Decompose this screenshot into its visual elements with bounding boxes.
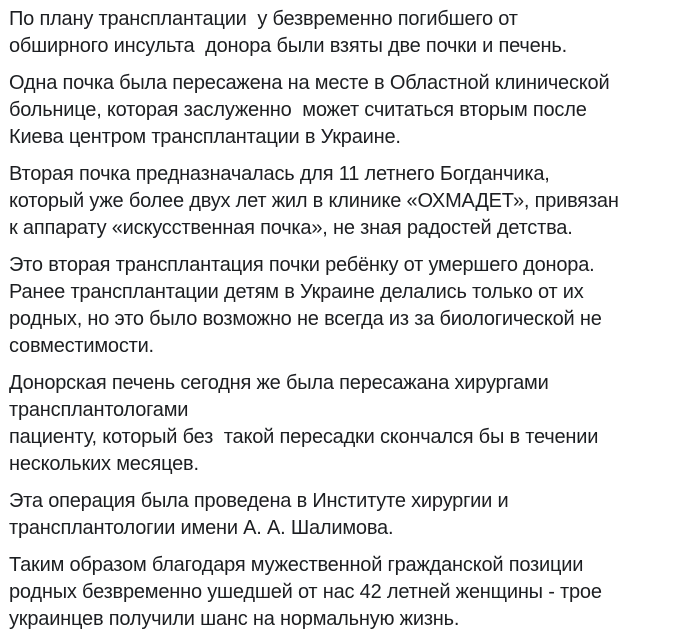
- text-line: больнице, которая заслуженно может считаться вторым после: [9, 99, 587, 121]
- text-line: Киева центром трансплантации в Украине.: [9, 126, 401, 148]
- paragraph: [9, 252, 674, 360]
- text-line: родных безвременно ушедшей от нас 42 летней женщины - трое: [9, 581, 602, 603]
- text-line: родных, но это было возможно не всегда из за биологической не: [9, 308, 602, 330]
- text-line: Донорская печень сегодня же была пересажана хирургами: [9, 372, 549, 394]
- paragraph: [9, 70, 674, 151]
- text-line: Вторая почка предназначалась для 11 летнего Богданчика,: [9, 163, 550, 185]
- text-line: Одна почка была пересажена на месте в Областной клинической: [9, 72, 610, 94]
- text-line: По плану трансплантации у безвременно погибшего от: [9, 8, 518, 30]
- text-line: украинцев получили шанс на нормальную жизнь.: [9, 608, 460, 630]
- text-line: который уже более двух лет жил в клинике «ОХМАДЕТ», привязан: [9, 190, 619, 212]
- text-line: Эта операция была проведена в Институте хирургии и: [9, 490, 509, 512]
- text-line: Это вторая трансплантация почки ребёнку от умершего донора.: [9, 254, 595, 276]
- text-line: трансплантологии имени А. А. Шалимова.: [9, 517, 394, 539]
- paragraph: [9, 488, 674, 542]
- paragraph: [9, 552, 674, 633]
- text-line: обширного инсульта донора были взяты две почки и печень.: [9, 35, 567, 57]
- paragraph: [9, 370, 674, 478]
- text-line: нескольких месяцев.: [9, 453, 199, 475]
- paragraph: [9, 6, 674, 60]
- text-line: Таким образом благодаря мужественной гражданской позиции: [9, 554, 584, 576]
- paragraph: [9, 161, 674, 242]
- text-line: Ранее трансплантации детям в Украине делались только от их: [9, 281, 584, 303]
- text-line: трансплантологами: [9, 399, 189, 421]
- text-line: пациенту, который без такой пересадки скончался бы в течении: [9, 426, 599, 448]
- text-line: совместимости.: [9, 335, 154, 357]
- text-line: к аппарату «искусственная почка», не зная радостей детства.: [9, 217, 573, 239]
